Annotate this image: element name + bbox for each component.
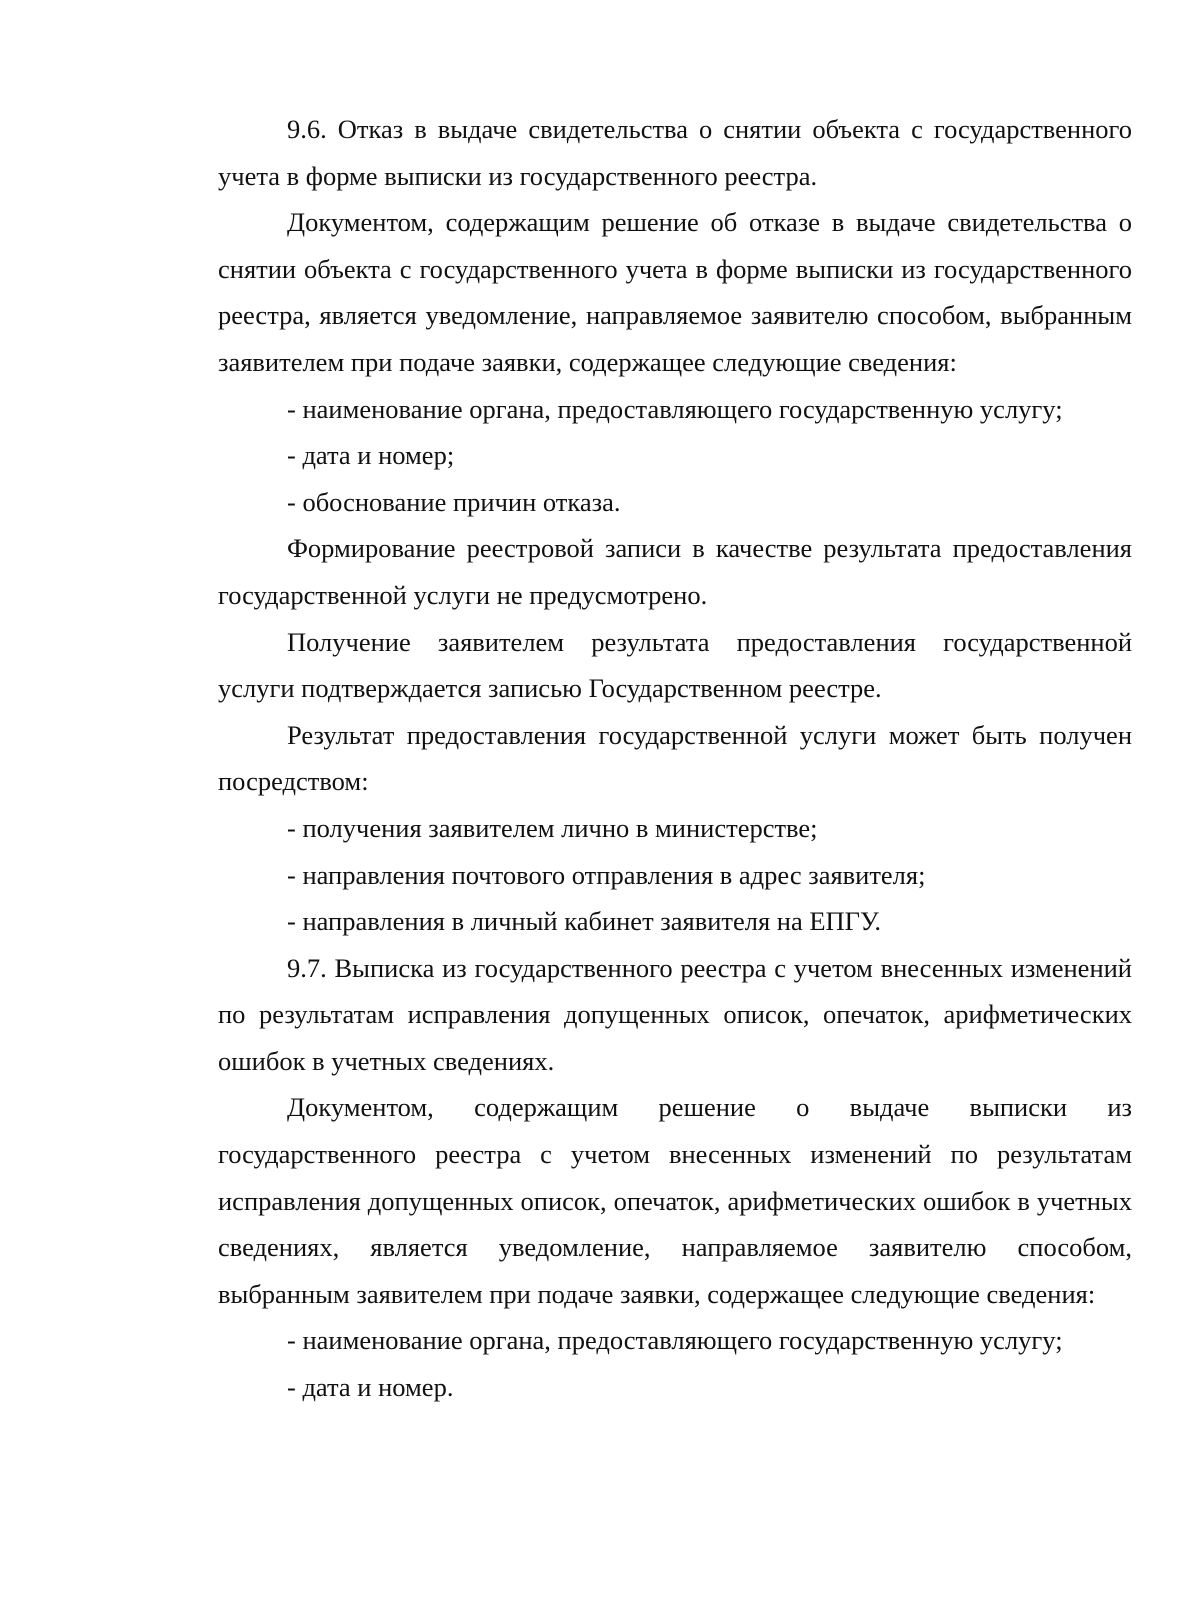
section-9-7-heading: 9.7. Выписка из государственного реестра с учетом внесенных изменений по результатам исправления допущенных описок, опечаток, арифметических ошибок в учетных сведениях. [218,952,1132,1076]
list-item-date-number: - дата и номер; [287,440,455,471]
paragraph-result-methods: Результат предоставления государственной услуги может быть получен посредством: [218,719,1132,797]
paragraph-registry-record: Формирование реестровой записи в качестве результата предоставления государственной услуги не предусмотрено. [218,533,1132,610]
list-item-date-number-2: - дата и номер. [287,1372,454,1403]
section-9-6-heading: 9.6. Отказ в выдаче свидетельства о снятии объекта с государственного учета в форме выписки из государственного реестра. [218,114,1132,191]
list-item-authority-name: - наименование органа, предоставляющего государственную услугу; [287,393,1063,424]
list-item-refusal-reasons: - обоснование причин отказа. [287,486,621,517]
paragraph-extract-document: Документом, содержащим решение о выдаче выписки из государственного реестра с учетом внесенных изменений по результатам исправления допущенных описок, опечаток, арифметических ошибок в учетных сведениях, является уведомление, направляемое заявителю способом, выбранным заявителем при подаче заявки, содержащее следующие сведения: [218,1092,1132,1309]
list-item-postal: - направления почтового отправления в адрес заявителя; [287,859,926,890]
list-item-in-person: - получения заявителем лично в министерстве; [287,812,818,843]
list-item-authority-name-2: - наименование органа, предоставляющего государственную услугу; [287,1325,1063,1356]
list-item-epgu-cabinet: - направления в личный кабинет заявителя на ЕПГУ. [287,906,882,937]
document-body [218,106,1132,1411]
paragraph-receipt-confirmation: Получение заявителем результата предоставления государственной услуги подтверждается записью Государственном реестре. [218,626,1132,704]
paragraph-refusal-document: Документом, содержащим решение об отказе в выдаче свидетельства о снятии объекта с государственного учета в форме выписки из государственного реестра, является уведомление, направляемое заявителю способом, выбранным заявителем при подаче заявки, содержащее следующие сведения: [218,207,1132,377]
